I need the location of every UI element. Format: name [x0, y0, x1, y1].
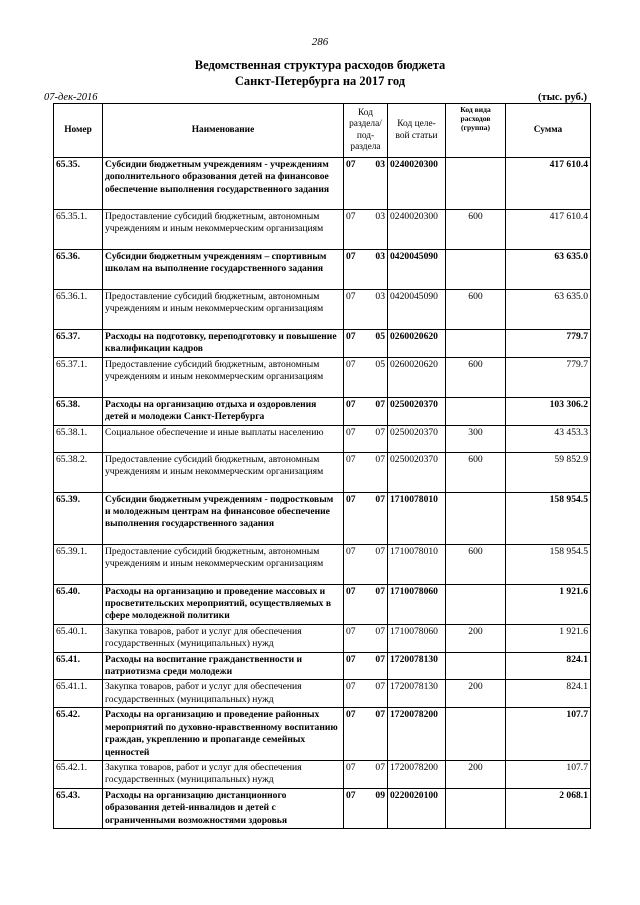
row-name: Расходы на организацию и проведение массовых и просветительских мероприятий, осуществляемых в сфере молодежной политики: [103, 584, 344, 624]
row-expense-type: [446, 250, 506, 290]
row-sum: 63 635.0: [506, 290, 591, 330]
row-number: 65.41.1.: [54, 680, 103, 708]
row-name: Расходы на воспитание гражданственности и патриотизма среди молодежи: [103, 652, 344, 680]
row-expense-type: [446, 652, 506, 680]
row-expense-type: [446, 330, 506, 358]
row-subsection: 07: [368, 425, 388, 452]
row-name: Расходы на организацию и проведение районных мероприятий по духовно-нравственному воспитанию граждан, укреплению и пропаганде семейных ценностей: [103, 708, 344, 761]
row-target-code: 0420045090: [388, 290, 446, 330]
row-target-code: 1710078010: [388, 544, 446, 584]
table-row: [54, 425, 591, 452]
row-number: 65.37.1.: [54, 357, 103, 397]
row-target-code: 0250020370: [388, 452, 446, 492]
row-name: Субсидии бюджетным учреждениям - учреждениям дополнительного образования детей на финансовое обеспечение выполнения государственного задания: [103, 158, 344, 210]
row-target-code: 1720078130: [388, 652, 446, 680]
row-subsection: 03: [368, 250, 388, 290]
row-name: Субсидии бюджетным учреждениям - подростковым и молодежным центрам на финансовое обеспечение выполнения государственного задания: [103, 492, 344, 544]
row-subsection: 03: [368, 210, 388, 250]
row-target-code: 1720078200: [388, 708, 446, 761]
row-number: 65.42.1.: [54, 760, 103, 788]
row-number: 65.38.: [54, 397, 103, 425]
row-sum: 1 921.6: [506, 624, 591, 652]
row-number: 65.40.: [54, 584, 103, 624]
table-row: [54, 788, 591, 828]
row-sum: 779.7: [506, 357, 591, 397]
row-number: 65.38.1.: [54, 425, 103, 452]
row-target-code: 1720078130: [388, 680, 446, 708]
title-line-1: Ведомственная структура расходов бюджета: [194, 58, 446, 72]
document-title: [0, 57, 640, 89]
table-body: [54, 158, 591, 829]
row-section: 07: [344, 330, 368, 358]
row-section: 07: [344, 652, 368, 680]
row-subsection: 03: [368, 158, 388, 210]
row-subsection: 07: [368, 584, 388, 624]
row-name: Закупка товаров, работ и услуг для обеспечения государственных (муниципальных) нужд: [103, 680, 344, 708]
row-subsection: 07: [368, 397, 388, 425]
row-number: 65.38.2.: [54, 452, 103, 492]
row-expense-type: [446, 584, 506, 624]
table-row: [54, 250, 591, 290]
row-section: 07: [344, 357, 368, 397]
row-section: 07: [344, 680, 368, 708]
row-section: 07: [344, 760, 368, 788]
row-sum: 417 610.4: [506, 158, 591, 210]
row-section: 07: [344, 584, 368, 624]
row-expense-type: 200: [446, 680, 506, 708]
row-expense-type: 600: [446, 210, 506, 250]
row-subsection: 07: [368, 624, 388, 652]
row-sum: 158 954.5: [506, 492, 591, 544]
row-expense-type: 600: [446, 290, 506, 330]
row-name: Расходы на организацию отдыха и оздоровления детей и молодежи Санкт-Петербурга: [103, 397, 344, 425]
row-sum: 59 852.9: [506, 452, 591, 492]
table-row: [54, 210, 591, 250]
row-section: 07: [344, 397, 368, 425]
row-expense-type: [446, 397, 506, 425]
row-section: 07: [344, 452, 368, 492]
row-number: 65.43.: [54, 788, 103, 828]
row-sum: 107.7: [506, 760, 591, 788]
page-number: 286: [311, 36, 329, 48]
row-number: 65.37.: [54, 330, 103, 358]
units-label: (тыс. руб.): [538, 92, 587, 103]
row-target-code: 0250020370: [388, 397, 446, 425]
table-row: [54, 397, 591, 425]
table-row: [54, 708, 591, 761]
row-name: Субсидии бюджетным учреждениям – спортивным школам на выполнение государственного задания: [103, 250, 344, 290]
row-section: 07: [344, 544, 368, 584]
row-expense-type: 200: [446, 760, 506, 788]
row-number: 65.36.: [54, 250, 103, 290]
row-sum: 63 635.0: [506, 250, 591, 290]
table-row: [54, 624, 591, 652]
row-target-code: 0250020370: [388, 425, 446, 452]
row-section: 07: [344, 624, 368, 652]
row-subsection: 05: [368, 330, 388, 358]
row-target-code: 0260020620: [388, 330, 446, 358]
table-row: [54, 357, 591, 397]
table-row: [54, 584, 591, 624]
header-target-code: Код целе- вой статьи: [388, 104, 446, 158]
row-number: 65.36.1.: [54, 290, 103, 330]
row-name: Предоставление субсидий бюджетным, автономным учреждениям и иным некоммерческим организациям: [103, 290, 344, 330]
table-row: [54, 544, 591, 584]
row-subsection: 07: [368, 708, 388, 761]
row-sum: 158 954.5: [506, 544, 591, 584]
row-subsection: 05: [368, 357, 388, 397]
row-section: 07: [344, 708, 368, 761]
row-target-code: 1710078060: [388, 624, 446, 652]
row-target-code: 0260020620: [388, 357, 446, 397]
header-sum: Сумма: [506, 104, 591, 158]
row-section: 07: [344, 290, 368, 330]
table-row: [54, 680, 591, 708]
table-row: [54, 492, 591, 544]
budget-table: [53, 103, 591, 829]
row-name: Закупка товаров, работ и услуг для обеспечения государственных (муниципальных) нужд: [103, 760, 344, 788]
row-number: 65.35.: [54, 158, 103, 210]
row-target-code: 0240020300: [388, 158, 446, 210]
row-name: Расходы на подготовку, переподготовку и повышение квалификации кадров: [103, 330, 344, 358]
row-section: 07: [344, 158, 368, 210]
table-row: [54, 452, 591, 492]
row-name: Предоставление субсидий бюджетным, автономным учреждениям и иным некоммерческим организациям: [103, 357, 344, 397]
row-section: 07: [344, 425, 368, 452]
row-target-code: 1710078010: [388, 492, 446, 544]
row-subsection: 07: [368, 680, 388, 708]
row-number: 65.39.1.: [54, 544, 103, 584]
row-sum: 107.7: [506, 708, 591, 761]
row-expense-type: [446, 708, 506, 761]
row-target-code: 0220020100: [388, 788, 446, 828]
row-section: 07: [344, 210, 368, 250]
row-name: Предоставление субсидий бюджетным, автономным учреждениям и иным некоммерческим организациям: [103, 544, 344, 584]
table-row: [54, 290, 591, 330]
row-name: Закупка товаров, работ и услуг для обеспечения государственных (муниципальных) нужд: [103, 624, 344, 652]
header-number: Номер: [54, 104, 103, 158]
row-subsection: 07: [368, 760, 388, 788]
row-target-code: 0240020300: [388, 210, 446, 250]
row-expense-type: 600: [446, 357, 506, 397]
row-sum: 43 453.3: [506, 425, 591, 452]
header-name: Наименование: [103, 104, 344, 158]
row-target-code: 1720078200: [388, 760, 446, 788]
row-section: 07: [344, 788, 368, 828]
header-section-code: Код раздела/ под- раздела: [344, 104, 388, 158]
header-expense-type: Код вида расходов (группа): [446, 104, 506, 158]
row-sum: 2 068.1: [506, 788, 591, 828]
row-subsection: 03: [368, 290, 388, 330]
row-sum: 103 306.2: [506, 397, 591, 425]
table-row: [54, 760, 591, 788]
row-expense-type: [446, 158, 506, 210]
row-expense-type: 200: [446, 624, 506, 652]
row-number: 65.42.: [54, 708, 103, 761]
table-row: [54, 158, 591, 210]
row-section: 07: [344, 492, 368, 544]
row-subsection: 09: [368, 788, 388, 828]
row-name: Предоставление субсидий бюджетным, автономным учреждениям и иным некоммерческим организациям: [103, 210, 344, 250]
row-expense-type: [446, 492, 506, 544]
row-number: 65.41.: [54, 652, 103, 680]
row-expense-type: 600: [446, 452, 506, 492]
row-sum: 824.1: [506, 652, 591, 680]
row-subsection: 07: [368, 652, 388, 680]
document-date: 07-дек-2016: [44, 92, 98, 103]
row-subsection: 07: [368, 544, 388, 584]
row-expense-type: 300: [446, 425, 506, 452]
row-sum: 824.1: [506, 680, 591, 708]
row-name: Расходы на организацию дистанционного образования детей-инвалидов и детей с ограниченными возможностями здоровья: [103, 788, 344, 828]
row-subsection: 07: [368, 452, 388, 492]
row-target-code: 1710078060: [388, 584, 446, 624]
row-sum: 1 921.6: [506, 584, 591, 624]
row-name: Предоставление субсидий бюджетным, автономным учреждениям и иным некоммерческим организациям: [103, 452, 344, 492]
row-number: 65.39.: [54, 492, 103, 544]
row-subsection: 07: [368, 492, 388, 544]
row-sum: 779.7: [506, 330, 591, 358]
title-line-2: Санкт-Петербурга на 2017 год: [234, 74, 406, 88]
table-row: [54, 330, 591, 358]
row-name: Социальное обеспечение и иные выплаты населению: [103, 425, 344, 452]
row-section: 07: [344, 250, 368, 290]
row-expense-type: [446, 788, 506, 828]
row-number: 65.35.1.: [54, 210, 103, 250]
row-target-code: 0420045090: [388, 250, 446, 290]
row-expense-type: 600: [446, 544, 506, 584]
row-number: 65.40.1.: [54, 624, 103, 652]
table-row: [54, 652, 591, 680]
row-sum: 417 610.4: [506, 210, 591, 250]
